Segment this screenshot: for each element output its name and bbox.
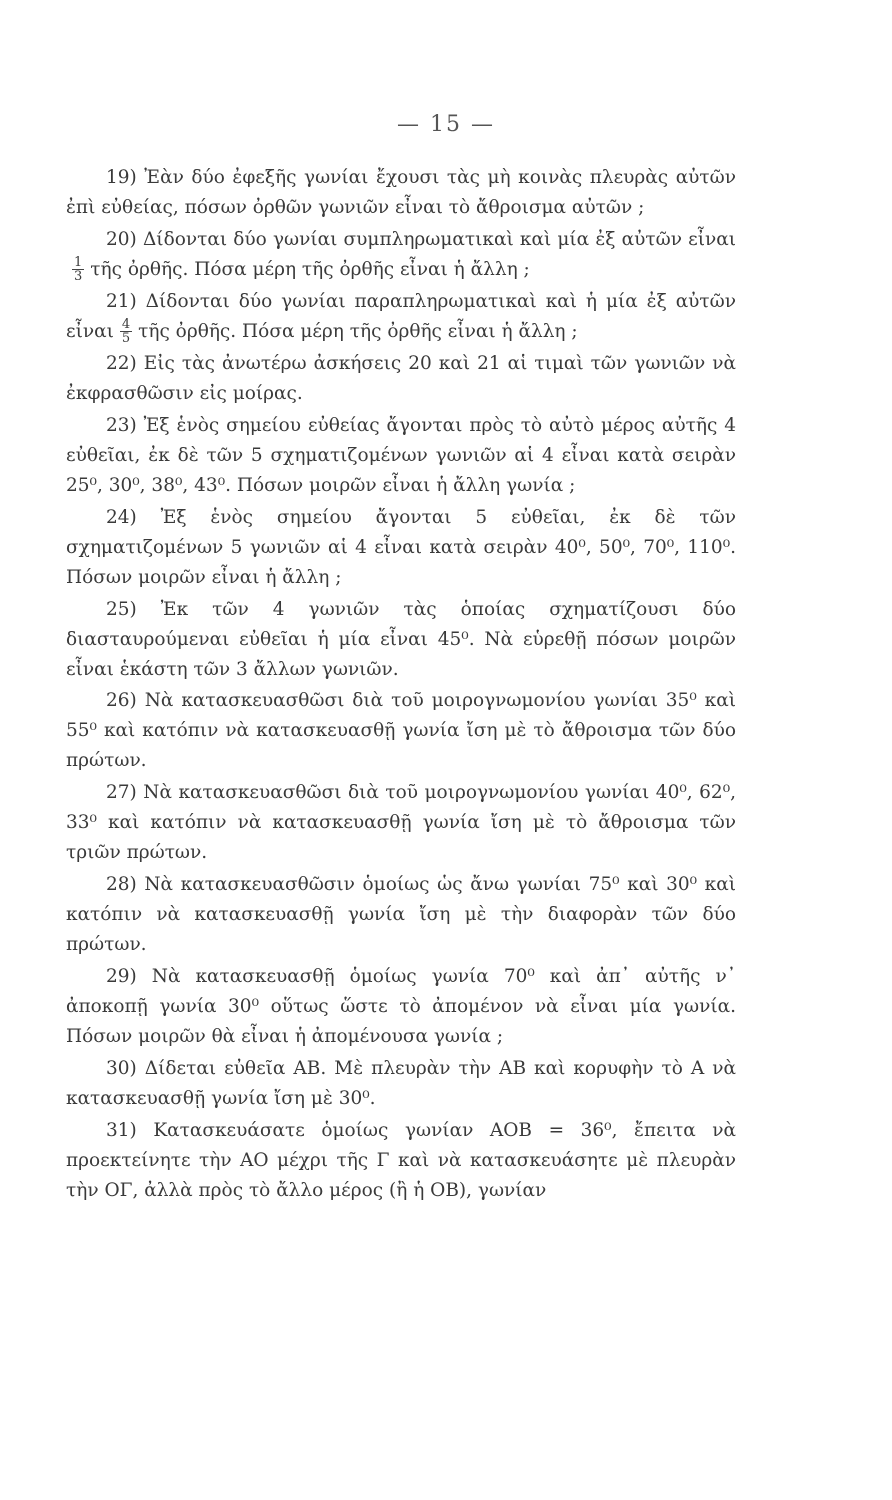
fraction-numerator: 4 [121, 316, 131, 332]
exercise-26: 26) Νὰ κατασκευασθῶσι διὰ τοῦ μοιρογνωμονίου γωνίαι 35⁰ καὶ 55⁰ καὶ κατόπιν νὰ κατασκευασθῇ γωνία ἴση μὲ τὸ ἄθροισμα τῶν δύο πρώτων. [66, 690, 736, 772]
exercise-24: 24) Ἐξ ἑνὸς σημείου ἄγονται 5 εὐθεῖαι, ἐκ δὲ τῶν σχηματιζομένων 5 γωνιῶν αἱ 4 εἶναι κατὰ σειρὰν 40⁰, 50⁰, 70⁰, 110⁰. Πόσων μοιρῶν εἶναι ἡ ἄλλη ; [66, 506, 736, 588]
fraction-numerator: 1 [74, 254, 83, 270]
exercise-31: 31) Κατασκευάσατε ὁμοίως γωνίαν ΑΟΒ = 36⁰, ἔπειτα νὰ προεκτείνητε τὴν ΑΟ μέχρι τῆς Γ καὶ νὰ κατασκευάσητε μὲ πλευρὰν τὴν ΟΓ, ἀλλὰ πρὸς τὸ ἄλλο μέρος (ἢ ἡ ΟΒ), γωνίαν [66, 1120, 736, 1201]
exercise-21-text-before: 21) Δίδονται δύο γωνίαι παραπληρωματικαὶ καὶ ἡ μία ἐξ αὐτῶν εἶναι [66, 290, 736, 342]
exercise-20-text-before: 20) Δίδονται δύο γωνίαι συμπληρωματικαὶ καὶ μία ἐξ αὐτῶν εἶναι [106, 228, 736, 250]
exercise-20 [66, 225, 736, 285]
fraction-four-fifths [120, 318, 132, 346]
exercise-25: 25) Ἐκ τῶν 4 γωνιῶν τὰς ὁποίας σχηματίζουσι δύο διασταυρούμεναι εὐθεῖαι ἡ μία εἶναι 45⁰. Νὰ εὑρεθῇ πόσων μοιρῶν εἶναι ἑκάστη τῶν 3 ἄλλων γωνιῶν. [66, 598, 736, 680]
exercise-20-text-after: τῆς ὀρθῆς. Πόσα μέρη τῆς ὀρθῆς εἶναι ἡ ἄλλη ; [90, 258, 530, 280]
exercise-list [66, 163, 736, 1208]
exercise-22: 22) Εἰς τὰς ἀνωτέρω ἀσκήσεις 20 καὶ 21 αἱ τιμαὶ τῶν γωνιῶν νὰ ἐκφρασθῶσιν εἰς μοίρας. [66, 352, 736, 404]
exercise-21 [66, 287, 736, 347]
exercise-21-text-after: τῆς ὀρθῆς. Πόσα μέρη τῆς ὀρθῆς εἶναι ἡ ἄλλη ; [138, 320, 578, 342]
exercise-30: 30) Δίδεται εὐθεῖα ΑΒ. Μὲ πλευρὰν τὴν ΑΒ καὶ κορυφὴν τὸ Α νὰ κατασκευασθῇ γωνία ἴση μὲ 30⁰. [66, 1058, 736, 1110]
exercise-29: 29) Νὰ κατασκευασθῇ ὁμοίως γωνία 70⁰ καὶ ἀπ᾽ αὐτῆς ν᾽ ἀποκοπῇ γωνία 30⁰ οὕτως ὥστε τὸ ἀπομένον νὰ εἶναι μία γωνία. Πόσων μοιρῶν θὰ εἶναι ἡ ἀπομένουσα γωνία ; [66, 966, 736, 1048]
exercise-28: 28) Νὰ κατασκευασθῶσιν ὁμοίως ὡς ἄνω γωνίαι 75⁰ καὶ 30⁰ καὶ κατόπιν νὰ κατασκευασθῇ γωνία ἴση μὲ τὴν διαφορὰν τῶν δύο πρώτων. [66, 874, 736, 956]
fraction-denominator: 3 [74, 269, 83, 285]
page-number: — 15 — [397, 112, 495, 137]
exercise-19: 19) Ἐὰν δύο ἐφεξῆς γωνίαι ἔχουσι τὰς μὴ κοινὰς πλευρὰς αὐτῶν ἐπὶ εὐθείας, πόσων ὀρθῶν γωνιῶν εἶναι τὸ ἄθροισμα αὐτῶν ; [66, 167, 736, 218]
exercise-23: 23) Ἐξ ἑνὸς σημείου εὐθείας ἄγονται πρὸς τὸ αὐτὸ μέρος αὐτῆς 4 εὐθεῖαι, ἐκ δὲ τῶν 5 σχηματιζομένων γωνιῶν αἱ 4 εἶναι κατὰ σειρὰν 25⁰, 30⁰, 38⁰, 43⁰. Πόσων μοιρῶν εἶναι ἡ ἄλλη γωνία ; [66, 414, 736, 496]
fraction-one-third [72, 256, 84, 284]
fraction-denominator: 5 [121, 331, 131, 347]
exercise-27: 27) Νὰ κατασκευασθῶσι διὰ τοῦ μοιρογνωμονίου γωνίαι 40⁰, 62⁰, 33⁰ καὶ κατόπιν νὰ κατασκευασθῇ γωνία ἴση μὲ τὸ ἄθροισμα τῶν τριῶν πρώτων. [66, 782, 736, 864]
